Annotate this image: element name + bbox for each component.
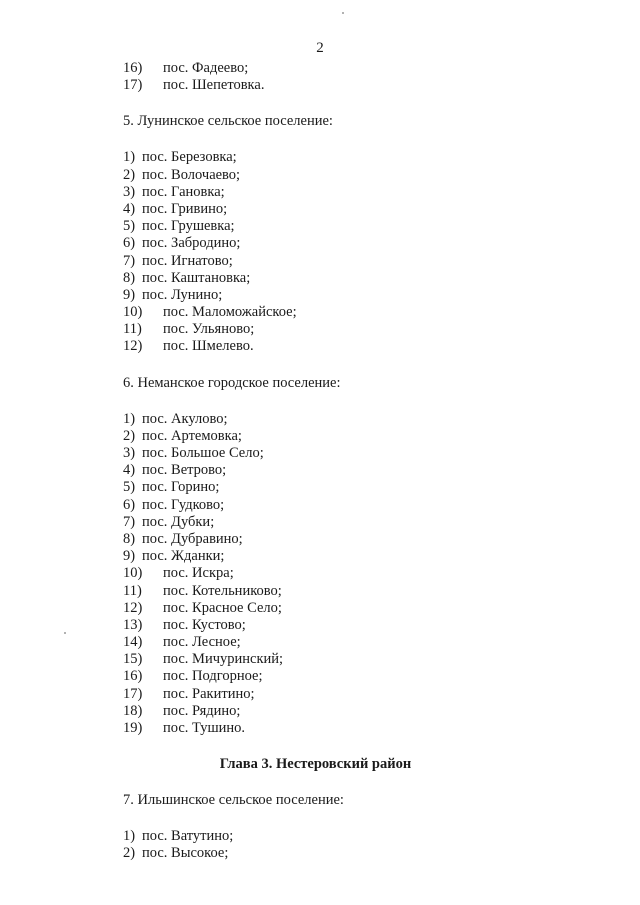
item-text: пос. Гривино; [142,200,228,217]
settlement-list [123,149,583,355]
item-number: 1) [123,828,136,845]
item-text: пос. Ветрово; [142,462,227,479]
item-number: 8) [123,269,136,286]
item-text: пос. Подгорное; [163,668,263,685]
item-text: пос. Волочаево; [142,166,241,183]
item-text: пос. Фадеево; [163,60,249,76]
item-text: пос. Рядино; [163,702,241,719]
item-text: пос. Мичуринский; [163,651,284,668]
scan-speck [342,12,344,14]
list-item [123,514,583,531]
list-item [123,668,583,685]
item-number: 13) [123,616,143,633]
section-title: 5. Лунинское сельское поселение: [123,113,333,130]
item-number: 10) [123,304,143,321]
item-number: 12) [123,338,143,355]
item-text: пос. Артемовка; [142,427,242,444]
item-number: 6) [123,235,136,252]
list-item [123,703,583,720]
list-item [123,218,583,235]
item-text: пос. Акулово; [142,410,228,427]
item-number: 9) [123,286,136,303]
item-number: 7) [123,252,136,269]
list-item [123,497,583,514]
item-number: 14) [123,634,143,651]
list-item [123,565,583,582]
list-item [123,828,583,845]
item-number: 2) [123,427,136,444]
item-number: 10) [123,565,143,582]
item-text: пос. Котельниково; [163,582,282,599]
item-number: 4) [123,200,136,217]
list-item [123,77,583,94]
item-number: 7) [123,513,136,530]
item-number: 18) [123,702,143,719]
item-text: пос. Ватутино; [142,828,234,845]
item-number: 1) [123,410,136,427]
item-number: 16) [123,60,143,76]
list-item [123,184,583,201]
list-item [123,235,583,252]
item-text: пос. Грушевка; [142,218,235,235]
item-text: пос. Маломожайское; [163,304,297,321]
list-item [123,845,583,862]
list-item [123,531,583,548]
item-text: пос. Игнатово; [142,252,233,269]
item-number: 16) [123,668,143,685]
list-item [123,304,583,321]
page-number: 2 [316,40,324,56]
item-text: пос. Забродино; [142,235,241,252]
item-number: 17) [123,685,143,702]
item-number: 19) [123,720,143,736]
list-item [123,287,583,304]
settlement-list [123,828,583,862]
item-number: 9) [123,548,136,565]
item-text: пос. Тушино. [163,720,246,736]
item-text: пос. Высокое; [142,845,229,862]
item-text: пос. Красное Село; [163,599,282,616]
item-text: пос. Ульяново; [163,321,255,338]
list-item [123,445,583,462]
item-number: 5) [123,479,136,496]
item-number: 3) [123,445,136,461]
list-item [123,462,583,479]
list-item [123,617,583,634]
item-text: пос. Лесное; [163,634,241,651]
continued-list [123,60,583,94]
chapter-heading: Глава 3. Нестеровский район [219,756,412,773]
section-title: 7. Ильшинское сельское поселение: [123,792,344,809]
item-text: пос. Большое Село; [142,445,264,461]
item-text: пос. Шмелево. [163,338,254,355]
item-number: 11) [123,582,142,599]
list-item [123,720,583,737]
list-item [123,167,583,184]
item-number: 8) [123,530,136,547]
section-title: 6. Неманское городское поселение: [123,374,341,391]
list-item [123,479,583,496]
document-body [123,60,583,863]
list-item [123,686,583,703]
list-item [123,253,583,270]
list-item [123,411,583,428]
item-number: 4) [123,462,136,479]
list-item [123,270,583,287]
item-number: 1) [123,149,136,166]
list-item [123,149,583,166]
list-item [123,338,583,355]
item-number: 17) [123,77,143,94]
item-number: 15) [123,651,143,668]
item-number: 5) [123,218,136,235]
list-item [123,428,583,445]
list-item [123,548,583,565]
item-text: пос. Дубки; [142,513,215,530]
list-item [123,600,583,617]
item-number: 6) [123,496,136,513]
list-item [123,201,583,218]
item-number: 2) [123,166,136,183]
item-number: 2) [123,845,136,862]
settlement-list [123,411,583,738]
item-text: пос. Ракитино; [163,685,255,702]
item-text: пос. Гановка; [142,183,225,200]
item-text: пос. Горино; [142,479,220,496]
item-text: пос. Каштановка; [142,269,251,286]
item-text: пос. Искра; [163,565,234,582]
item-text: пос. Гудково; [142,496,225,513]
list-item [123,583,583,600]
item-text: пос. Лунино; [142,286,223,303]
list-item [123,60,583,77]
item-text: пос. Шепетовка. [163,77,265,94]
item-text: пос. Жданки; [142,548,225,565]
item-number: 12) [123,599,143,616]
item-number: 3) [123,183,136,200]
item-number: 11) [123,321,142,338]
list-item [123,321,583,338]
list-item [123,651,583,668]
item-text: пос. Кустово; [163,616,246,633]
list-item [123,634,583,651]
item-text: пос. Березовка; [142,149,237,166]
item-text: пос. Дубравино; [142,530,243,547]
scan-speck [64,632,66,634]
